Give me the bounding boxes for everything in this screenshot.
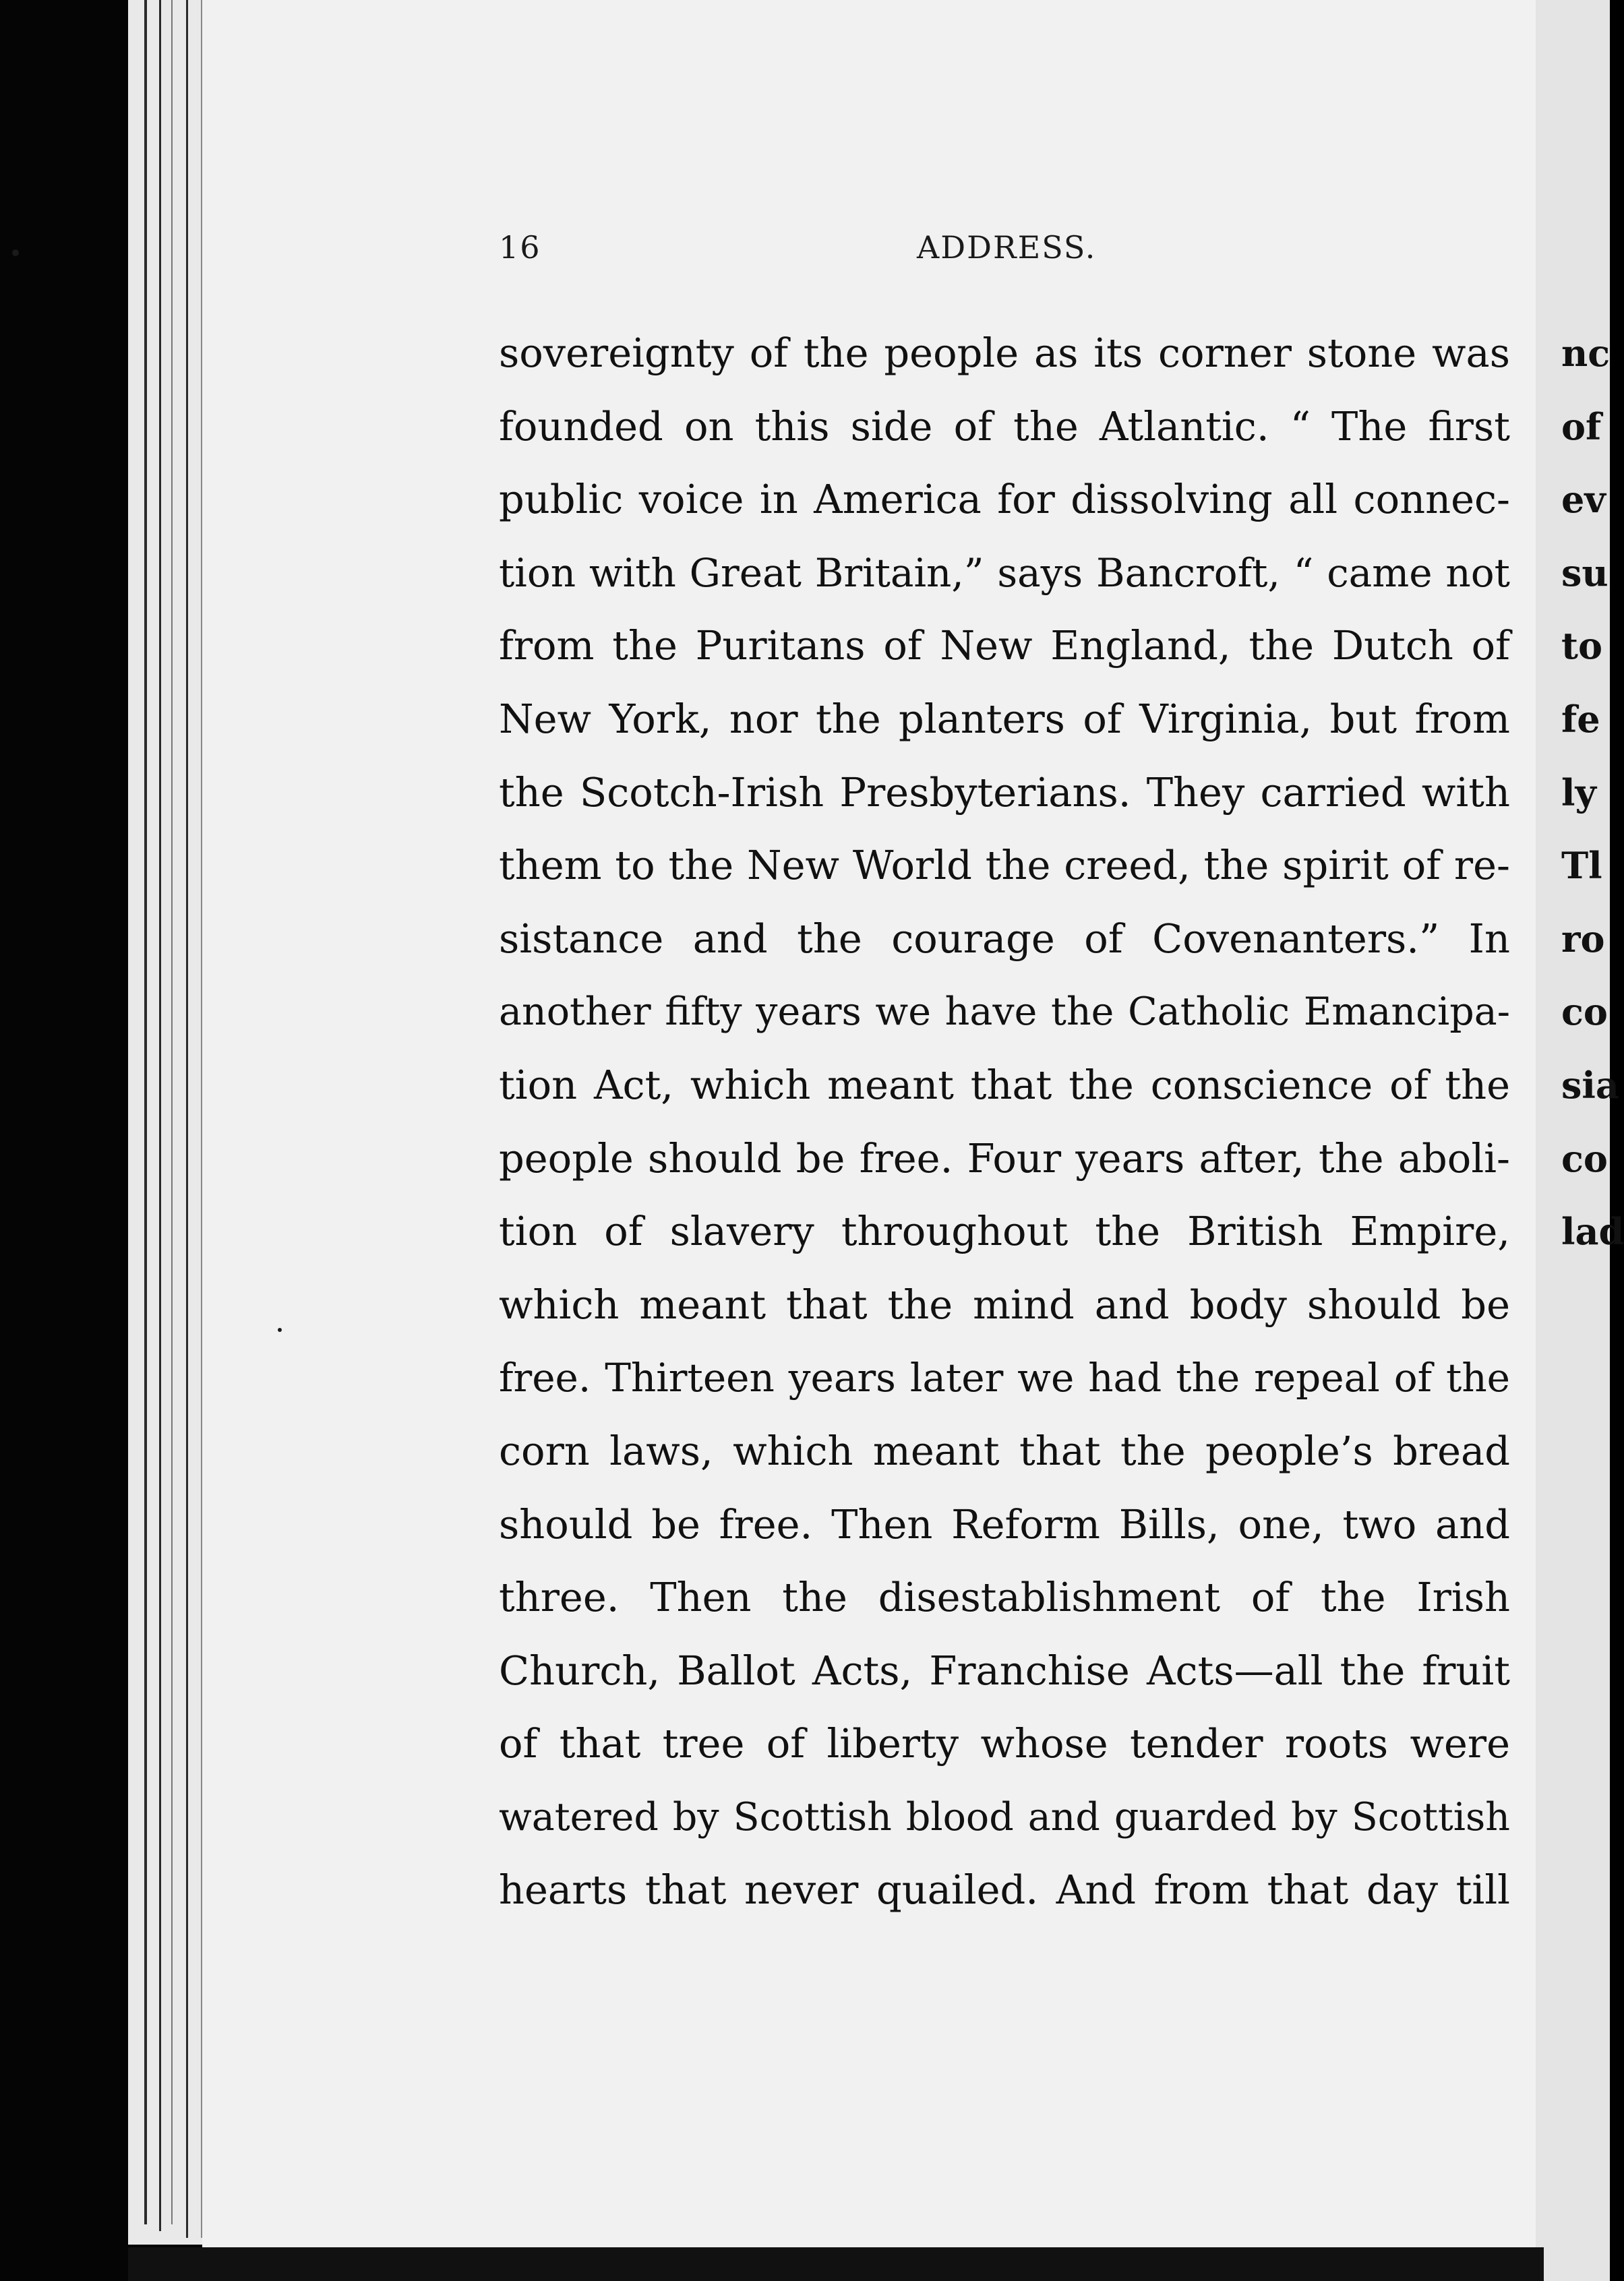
fragment: su	[1561, 551, 1608, 595]
fragment: fe	[1561, 697, 1600, 741]
dust-speck	[278, 1328, 282, 1332]
page-edge-line	[186, 0, 188, 2238]
text-line: another fifty years we have the Catholic Emancipa-	[499, 990, 1510, 1035]
body-text	[499, 317, 1510, 1927]
bottom-shadow	[128, 2247, 1544, 2281]
text-line: free. Thirteen years later we had the repeal of the	[499, 1355, 1510, 1401]
text-line: Church, Ballot Acts, Franchise Acts—all the fruit	[499, 1647, 1510, 1694]
page-edge-line	[159, 0, 161, 2231]
text-line: corn laws, which meant that the people’s bread	[499, 1427, 1510, 1474]
fragment: Tl	[1561, 844, 1602, 888]
text-line: tion with Great Britain,” says Bancroft, “ came not	[499, 549, 1510, 596]
text-line: New York, nor the planters of Virginia, but from	[499, 695, 1510, 742]
text-line: three. Then the disestablishment of the Irish	[499, 1574, 1510, 1621]
page-edge-line	[144, 0, 147, 2224]
text-line: the Scotch-Irish Presbyterians. They carried with	[499, 768, 1510, 816]
text-line: them to the New World the creed, the spirit of re-	[499, 842, 1510, 889]
next-page-text-fragments	[1561, 317, 1624, 1269]
fragment: co	[1561, 1136, 1608, 1180]
fragment: nc	[1561, 332, 1611, 375]
running-head: ADDRESS.	[917, 229, 1097, 266]
text-line: people should be free. Four years after, the aboli-	[499, 1134, 1510, 1182]
fragment: ly	[1561, 770, 1596, 814]
text-line: founded on this side of the Atlantic. “ The first	[499, 402, 1510, 450]
fragment: ev	[1561, 478, 1606, 522]
fragment: sia	[1561, 1063, 1619, 1107]
text-line: public voice in America for dissolving all connec-	[499, 476, 1510, 523]
fragment: to	[1561, 624, 1602, 668]
text-line: watered by Scottish blood and guarded by Scottish	[499, 1794, 1510, 1839]
fragment: ro	[1561, 917, 1605, 961]
page-number: 16	[499, 229, 541, 266]
fragment: of	[1561, 404, 1602, 448]
text-line: hearts that never quailed. And from that day till	[499, 1866, 1510, 1914]
fragment: co	[1561, 990, 1608, 1034]
text-line: sovereignty of the people as its corner stone was	[499, 330, 1510, 376]
text-line: which meant that the mind and body should be	[499, 1281, 1510, 1328]
page-header	[499, 229, 1510, 270]
text-line: from the Puritans of New England, the Dutch of	[499, 622, 1510, 669]
dust-speck	[12, 249, 19, 256]
text-line: of that tree of liberty whose tender roots were	[499, 1720, 1510, 1767]
text-line: should be free. Then Reform Bills, one, two and	[499, 1500, 1510, 1548]
fragment: lad	[1561, 1210, 1624, 1254]
page-edge-line	[171, 0, 173, 2224]
text-line: tion of slavery throughout the British Empire,	[499, 1208, 1510, 1255]
text-line: sistance and the courage of Covenanters.” In	[499, 915, 1510, 962]
text-line: tion Act, which meant that the conscience of the	[499, 1061, 1510, 1108]
